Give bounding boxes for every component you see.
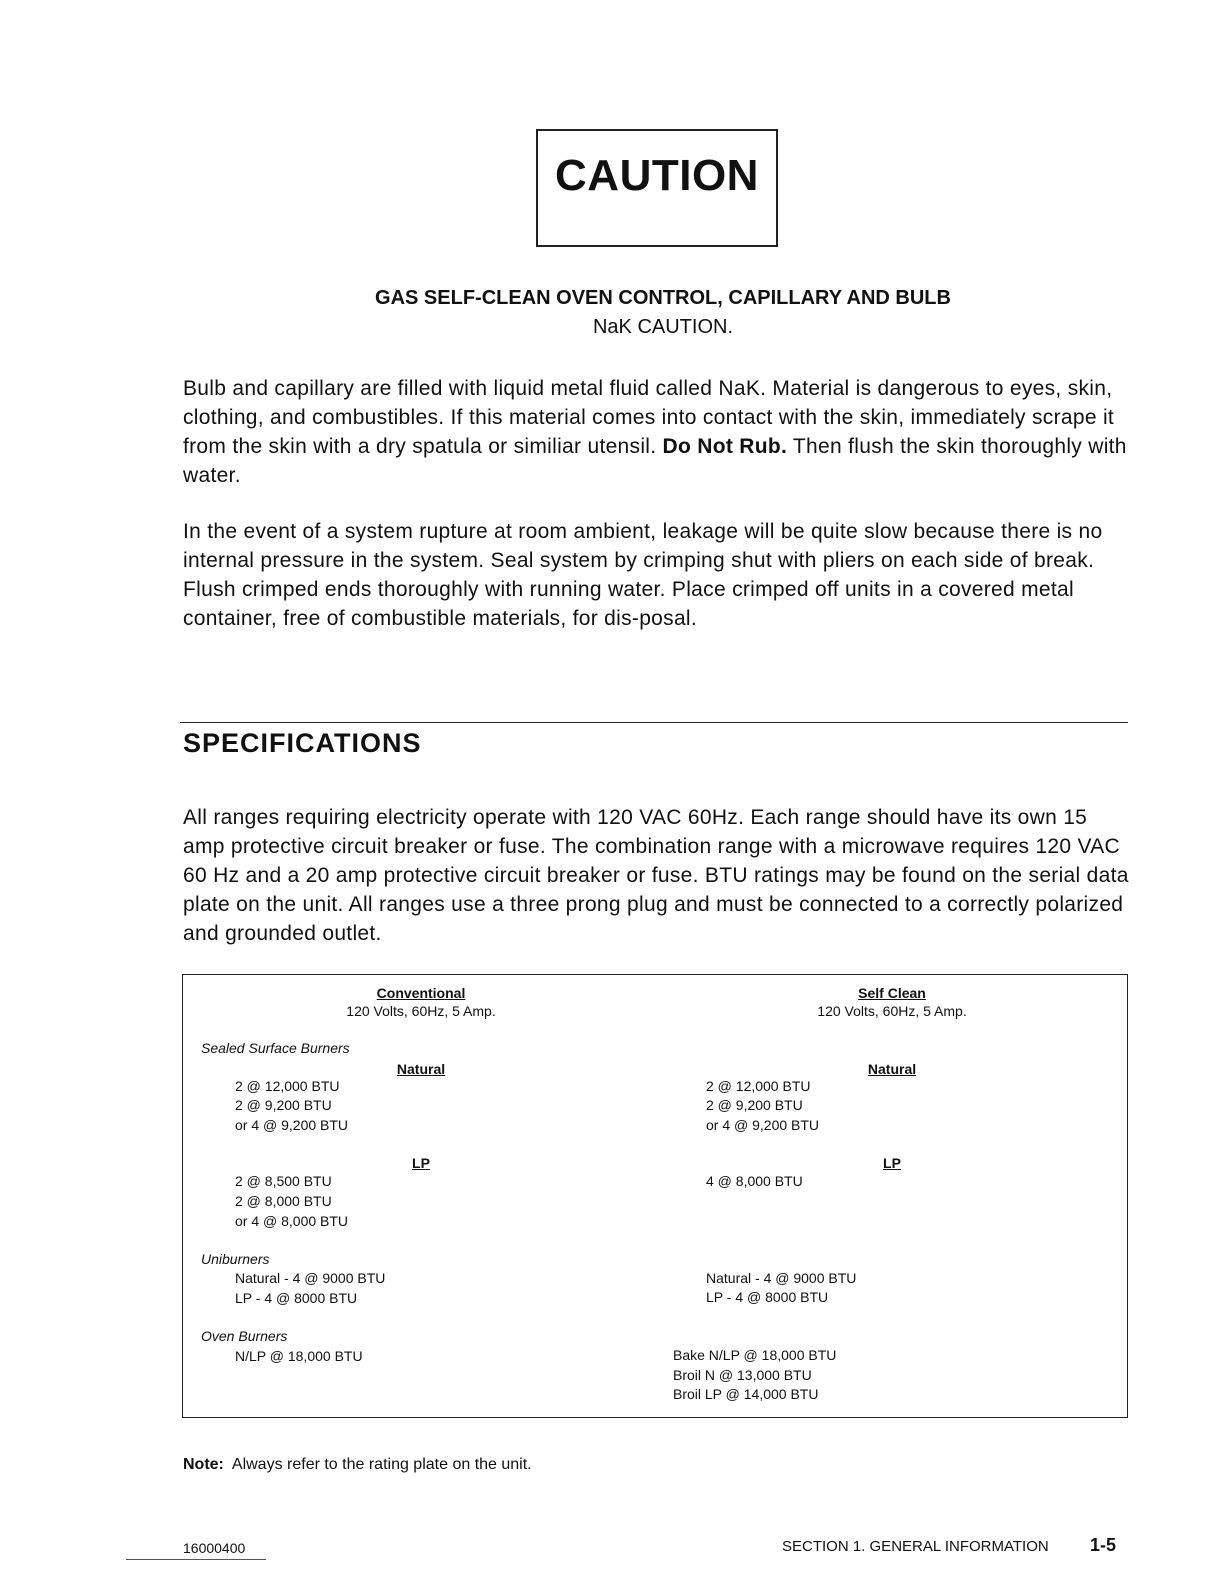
selfclean-oven-1: Bake N/LP @ 18,000 BTU: [673, 1347, 837, 1363]
conventional-lp-3: or 4 @ 8,000 BTU: [235, 1213, 349, 1229]
footer-section-label: SECTION 1. GENERAL INFORMATION: [782, 1538, 1049, 1555]
document-number: 16000400: [183, 1540, 246, 1556]
rating-note: [183, 1456, 532, 1474]
selfclean-natural-3: or 4 @ 9,200 BTU: [706, 1117, 820, 1133]
selfclean-natural-2: 2 @ 9,200 BTU: [706, 1097, 803, 1113]
conventional-natural-1: 2 @ 12,000 BTU: [235, 1078, 340, 1094]
selfclean-header: Self Clean: [858, 985, 926, 1001]
caution-title: CAUTION: [555, 151, 759, 200]
caution-box: [536, 129, 778, 247]
do-not-rub-warning: Do Not Rub.: [662, 435, 788, 458]
nak-caution-paragraph: [183, 374, 1133, 490]
conventional-lp-1: 2 @ 8,500 BTU: [235, 1173, 332, 1189]
selfclean-uniburner-1: Natural - 4 @ 9000 BTU: [706, 1270, 857, 1286]
conventional-uniburner-2: LP - 4 @ 8000 BTU: [235, 1290, 358, 1306]
specifications-table: [182, 974, 1128, 1418]
conventional-power: 120 Volts, 60Hz, 5 Amp.: [346, 1003, 496, 1019]
selfclean-natural-label: Natural: [867, 1061, 917, 1077]
conventional-natural-label: Natural: [396, 1061, 446, 1077]
conventional-uniburner-1: Natural - 4 @ 9000 BTU: [235, 1270, 386, 1286]
selfclean-uniburner-2: LP - 4 @ 8000 BTU: [706, 1289, 829, 1305]
selfclean-natural-1: 2 @ 12,000 BTU: [706, 1078, 811, 1094]
page-number: 1-5: [1090, 1535, 1117, 1555]
nak-caution-tail: Then flush the skin thoroughly with water.: [183, 435, 1127, 487]
conventional-natural-2: 2 @ 9,200 BTU: [235, 1097, 332, 1113]
section-title: GAS SELF-CLEAN OVEN CONTROL, CAPILLARY AND BULB: [375, 287, 951, 309]
section-divider: [180, 722, 1128, 723]
conventional-natural-3: or 4 @ 9,200 BTU: [235, 1117, 349, 1133]
selfclean-lp-label: LP: [883, 1155, 901, 1171]
rupture-paragraph: In the event of a system rupture at room ambient, leakage will be quite slow because there is no internal pressure in the system. Seal system by crimping shut with pliers on each side of break. Flush crimped ends thoroughly with running water. Place crimped off units in a covered metal container, free of combustible materials, for dis-posal.: [183, 520, 1103, 630]
selfclean-oven-2: Broil N @ 13,000 BTU: [673, 1367, 812, 1383]
selfclean-oven-3: Broil LP @ 14,000 BTU: [673, 1386, 819, 1402]
document-number-underline: [126, 1559, 266, 1560]
specifications-heading: SPECIFICATIONS: [183, 728, 422, 758]
uniburners-label: Uniburners: [201, 1251, 270, 1267]
specifications-paragraph: All ranges requiring electricity operate with 120 VAC 60Hz. Each range should have its own 15 amp protective circuit breaker or fuse. The combination range with a microwave requires 120 VAC 60 Hz and a 20 amp protective circuit breaker or fuse. BTU ratings may be found on the serial data plate on the unit. All ranges use a three prong plug and must be connected to a correctly polarized and grounded outlet.: [183, 806, 1129, 945]
conventional-header: Conventional: [376, 985, 466, 1001]
nak-caution-text: Bulb and capillary are filled with liquid metal fluid called NaK. Material is dangerous to eyes, skin, clothing, and combustibles. If this material comes into contact with the skin, immediately scrape it from the skin with a dry spatula or similiar utensil.: [183, 377, 1115, 458]
selfclean-lp-1: 4 @ 8,000 BTU: [706, 1173, 803, 1189]
selfclean-power: 120 Volts, 60Hz, 5 Amp.: [817, 1003, 967, 1019]
conventional-lp-label: LP: [412, 1155, 430, 1171]
sealed-burners-label: Sealed Surface Burners: [201, 1040, 350, 1056]
conventional-oven-1: N/LP @ 18,000 BTU: [235, 1348, 363, 1364]
oven-burners-label: Oven Burners: [201, 1328, 288, 1344]
note-text: Always refer to the rating plate on the unit.: [231, 1456, 532, 1473]
conventional-lp-2: 2 @ 8,000 BTU: [235, 1193, 332, 1209]
note-label: Note:: [183, 1456, 224, 1473]
section-subtitle: NaK CAUTION.: [592, 316, 734, 338]
